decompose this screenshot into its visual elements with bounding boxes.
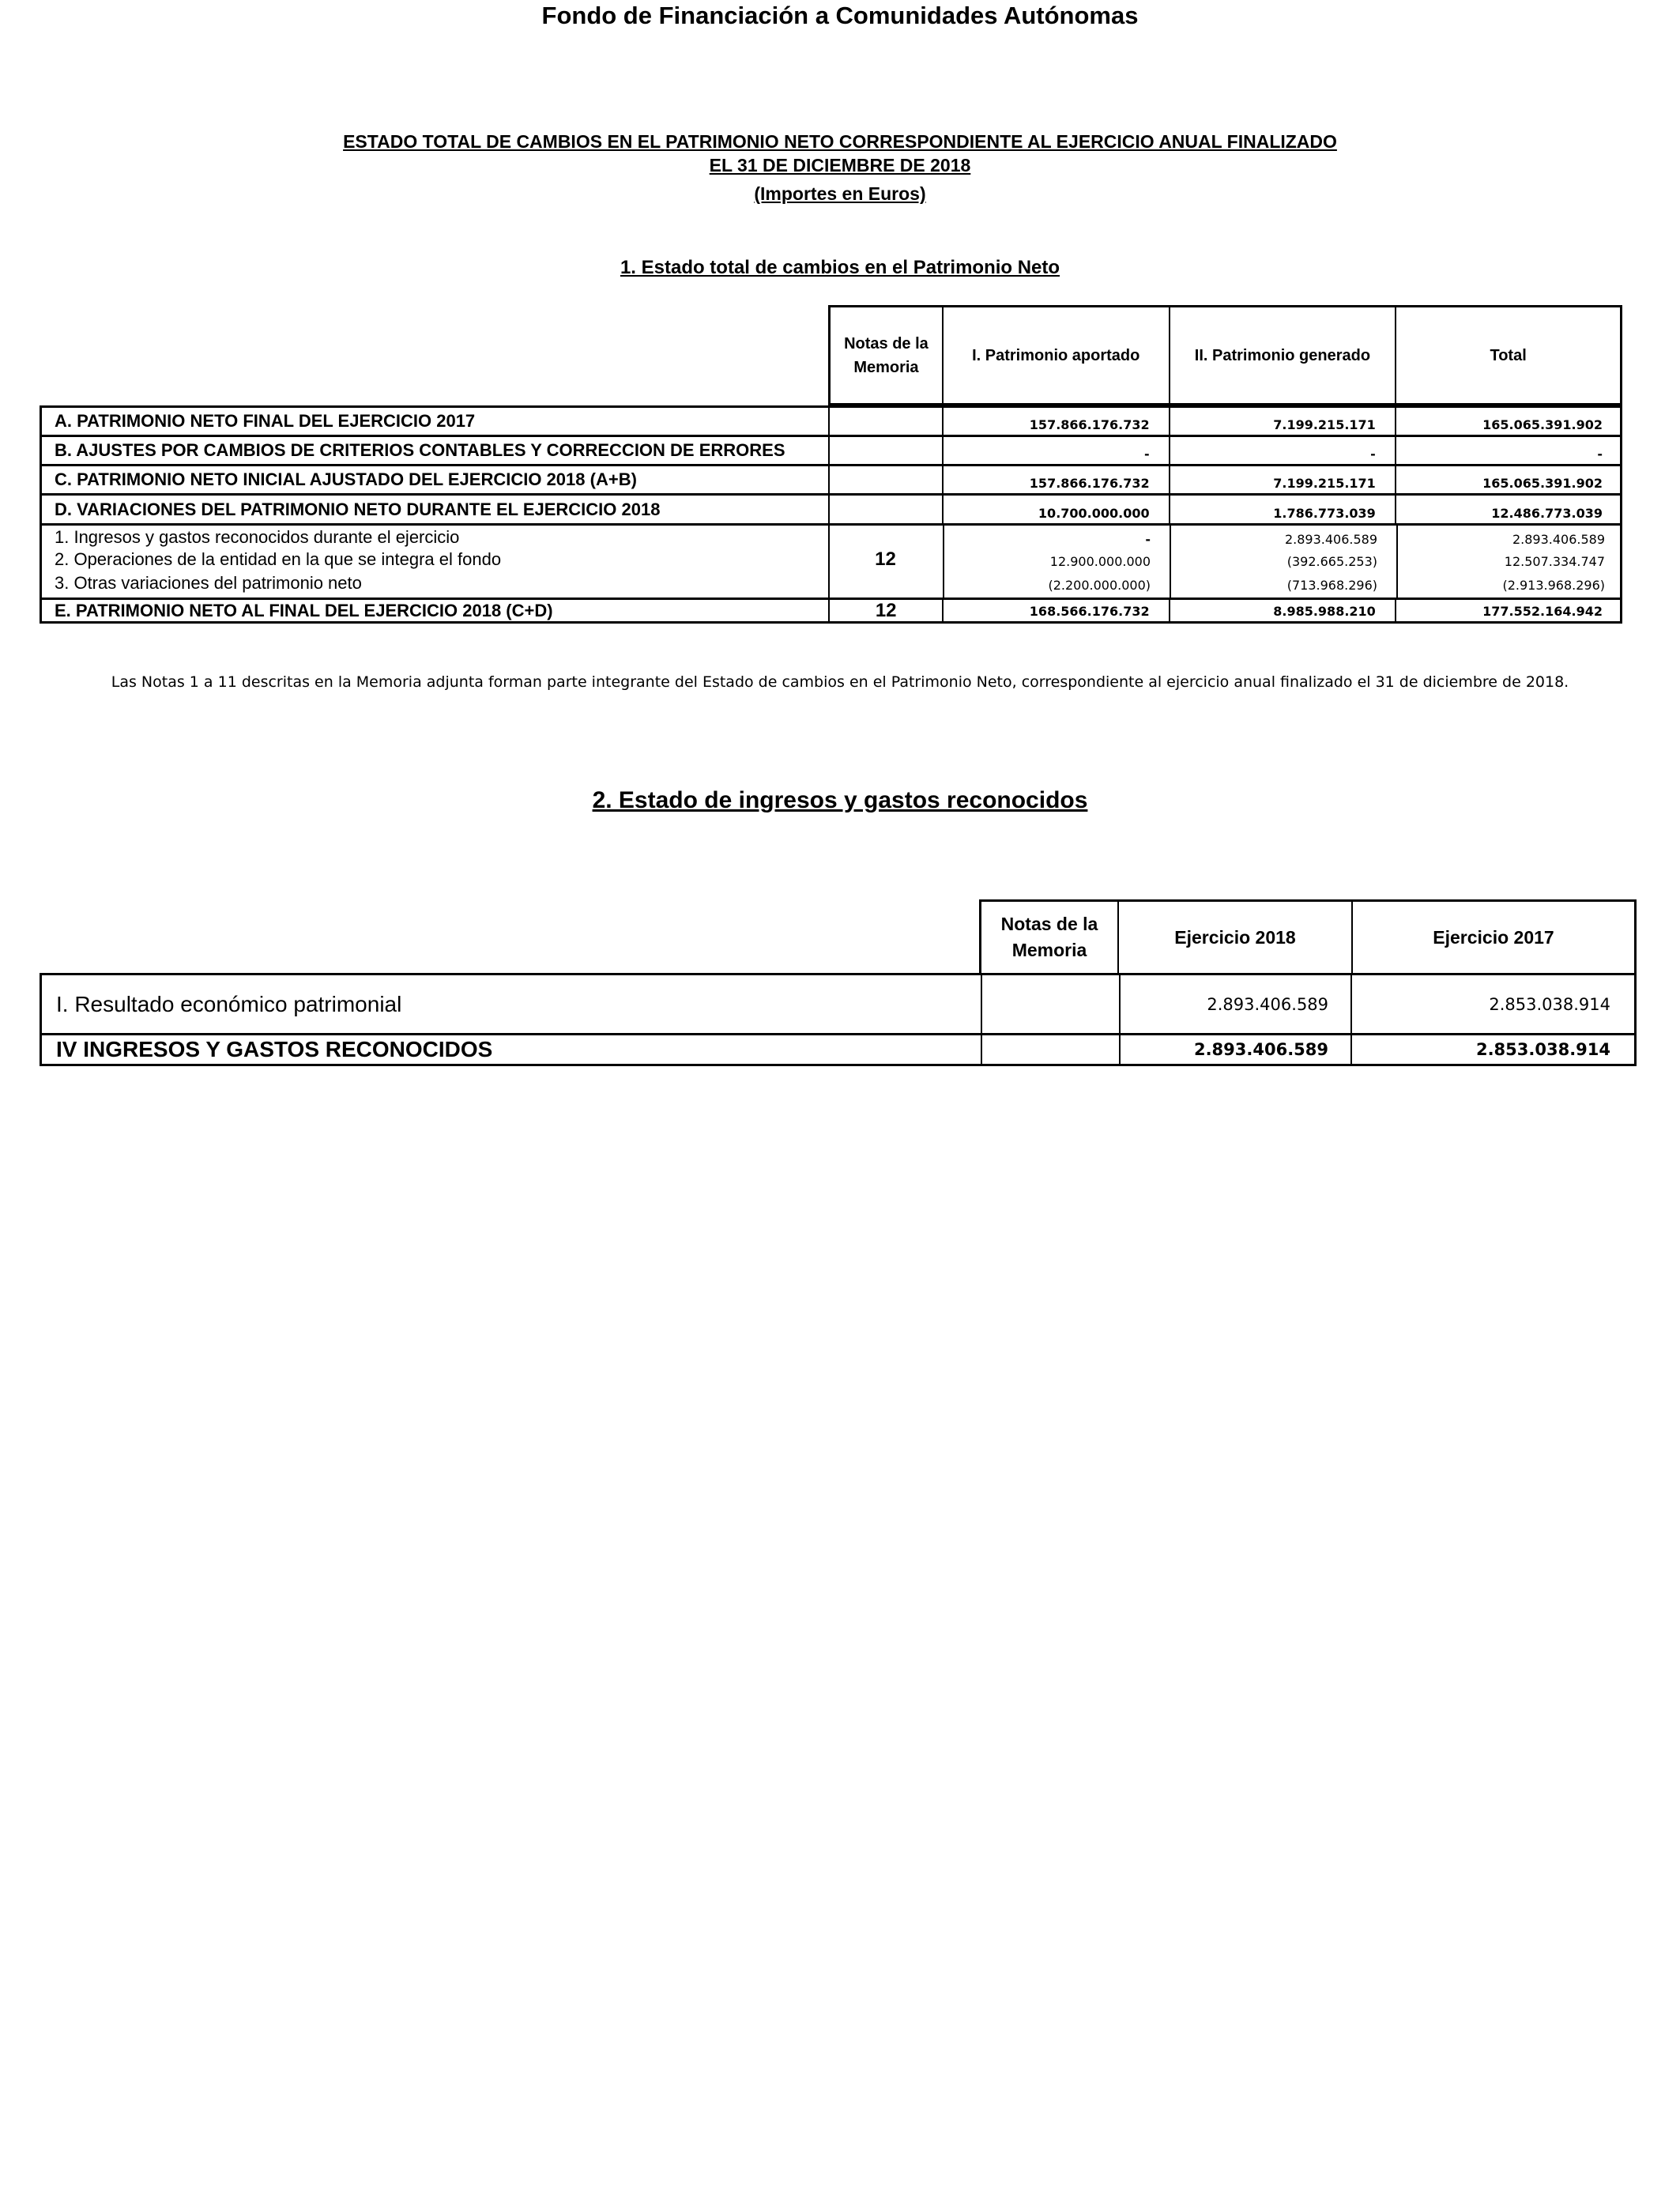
row-generado: (713.968.296) xyxy=(1286,578,1377,593)
row-note xyxy=(828,466,943,493)
row-note: 12 xyxy=(875,548,896,570)
row-aportado: 157.866.176.732 xyxy=(942,466,1168,493)
row-label: B. AJUSTES POR CAMBIOS DE CRITERIOS CONTABLES Y CORRECCION DE ERRORES xyxy=(55,440,785,460)
row-note: 12 xyxy=(828,600,943,621)
row-note xyxy=(828,526,943,549)
statement-units: (Importes en Euros) xyxy=(754,183,926,204)
row-aportado: 12.900.000.000 xyxy=(1049,554,1151,569)
equity-table-header xyxy=(828,305,1622,405)
statement-title-line-2: EL 31 DE DICIEMBRE DE 2018 xyxy=(709,155,971,175)
income-table-header xyxy=(979,899,1637,975)
row-total: 165.065.391.902 xyxy=(1395,408,1620,435)
table-row xyxy=(40,548,1622,571)
row-note xyxy=(981,1035,1118,1064)
table-row xyxy=(40,493,1622,526)
row-aportado: (2.200.000.000) xyxy=(1048,578,1151,593)
header-total: Total xyxy=(1490,346,1527,364)
row-ejercicio-2018: 2.893.406.589 xyxy=(1119,975,1350,1033)
row-label: 3. Otras variaciones del patrimonio neto xyxy=(55,573,362,593)
row-note xyxy=(828,496,943,523)
row-aportado: 157.866.176.732 xyxy=(942,408,1168,435)
table-row xyxy=(40,526,1622,549)
table-row xyxy=(40,405,1622,437)
header-notas: Notas de la Memoria xyxy=(981,902,1119,973)
table-row xyxy=(40,464,1622,496)
row-label: 2. Operaciones de la entidad en la que se integra el fondo xyxy=(55,549,502,569)
footnote: Las Notas 1 a 11 descritas en la Memoria adjunta forman parte integrante del Estado de cambios en el Patrimonio Neto, correspondiente al ejercicio anual finalizado el 31 de diciembre de 2018. xyxy=(111,673,1569,691)
row-total: (2.913.968.296) xyxy=(1502,578,1605,593)
row-aportado: - xyxy=(1145,532,1151,547)
row-note xyxy=(828,437,943,464)
header-ejercicio-2018: Ejercicio 2018 xyxy=(1119,902,1353,973)
header-ejercicio-2017: Ejercicio 2017 xyxy=(1433,926,1554,948)
row-label: IV INGRESOS Y GASTOS RECONOCIDOS xyxy=(56,1037,493,1061)
row-total: 2.893.406.589 xyxy=(1512,532,1605,547)
row-ejercicio-2018: 2.893.406.589 xyxy=(1119,1035,1350,1064)
row-generado: - xyxy=(1169,437,1395,464)
row-aportado: 10.700.000.000 xyxy=(942,496,1168,523)
row-note xyxy=(981,975,1118,1033)
header-patrimonio-generado: II. Patrimonio generado xyxy=(1170,307,1397,403)
section-2-title: 2. Estado de ingresos y gastos reconocidos xyxy=(592,787,1088,813)
row-generado: 8.985.988.210 xyxy=(1169,600,1395,621)
header-notas: Notas de la Memoria xyxy=(831,307,944,403)
row-generado: 1.786.773.039 xyxy=(1169,496,1395,523)
row-generado: 7.199.215.171 xyxy=(1169,408,1395,435)
row-note xyxy=(828,571,943,595)
row-label: D. VARIACIONES DEL PATRIMONIO NETO DURANTE EL EJERCICIO 2018 xyxy=(55,499,661,519)
table-row xyxy=(40,1033,1637,1066)
row-total: - xyxy=(1395,437,1620,464)
row-total: 12.507.334.747 xyxy=(1504,554,1605,569)
row-note xyxy=(828,408,943,435)
statement-title-line-1: ESTADO TOTAL DE CAMBIOS EN EL PATRIMONIO NETO CORRESPONDIENTE AL EJERCICIO ANUAL FINALIZADO xyxy=(343,131,1337,152)
row-ejercicio-2017: 2.853.038.914 xyxy=(1350,1035,1634,1064)
row-generado: (392.665.253) xyxy=(1286,554,1377,569)
row-label: A. PATRIMONIO NETO FINAL DEL EJERCICIO 2017 xyxy=(55,411,476,431)
row-total: 12.486.773.039 xyxy=(1395,496,1620,523)
row-label: I. Resultado económico patrimonial xyxy=(56,991,402,1016)
row-label: E. PATRIMONIO NETO AL FINAL DEL EJERCICIO 2018 (C+D) xyxy=(55,600,553,620)
row-total: 165.065.391.902 xyxy=(1395,466,1620,493)
section-1-title: 1. Estado total de cambios en el Patrimonio Neto xyxy=(620,257,1060,278)
header-patrimonio-aportado: I. Patrimonio aportado xyxy=(944,307,1170,403)
row-aportado: 168.566.176.732 xyxy=(942,600,1168,621)
row-generado: 2.893.406.589 xyxy=(1284,532,1377,547)
row-aportado: - xyxy=(942,437,1168,464)
row-total: 177.552.164.942 xyxy=(1395,600,1620,621)
row-generado: 7.199.215.171 xyxy=(1169,466,1395,493)
row-label: 1. Ingresos y gastos reconocidos durante el ejercicio xyxy=(55,527,460,547)
table-row xyxy=(40,571,1622,595)
table-row xyxy=(40,435,1622,466)
row-ejercicio-2017: 2.853.038.914 xyxy=(1350,975,1634,1033)
row-label: C. PATRIMONIO NETO INICIAL AJUSTADO DEL EJERCICIO 2018 (A+B) xyxy=(55,469,637,489)
table-row xyxy=(40,598,1622,624)
table-row xyxy=(40,973,1637,1035)
document-header-title: Fondo de Financiación a Comunidades Autónomas xyxy=(541,2,1139,29)
